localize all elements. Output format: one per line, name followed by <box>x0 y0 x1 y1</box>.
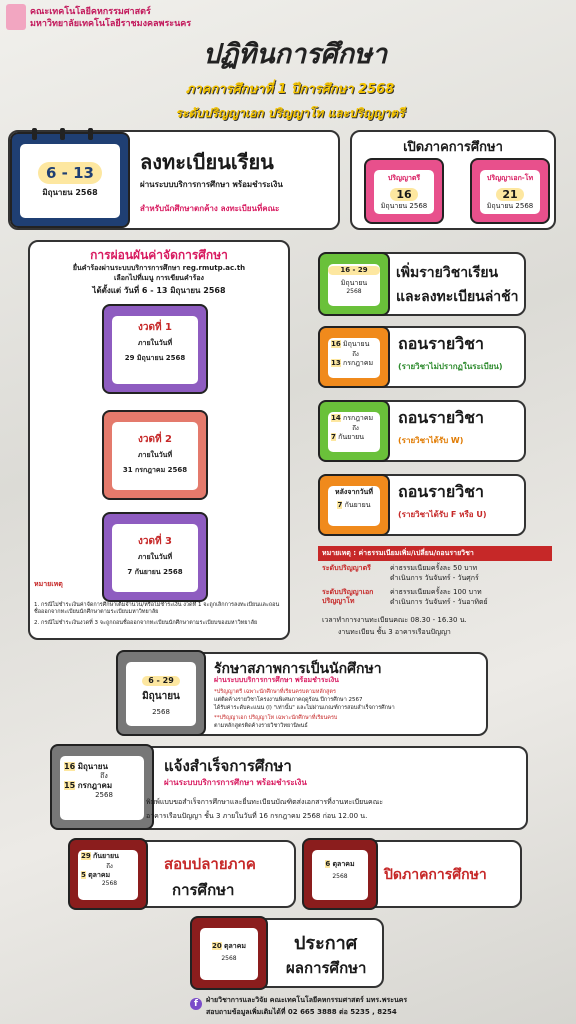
footer-dept: ฝ่ายวิชาการและวิจัย คณะเทคโนโลยีคหกรรมศาสตร์ มทร.พระนคร <box>206 996 408 1004</box>
maintain-year: 2568 <box>152 707 170 716</box>
installment-3-sub: ภายในวันที่ <box>137 552 173 561</box>
maintain-title: รักษาสภาพการเป็นนักศึกษา <box>214 661 382 677</box>
footer-contact: สอบถามข้อมูลเพิ่มเติมได้ที่ 02 665 3888 ต่อ 5235 , 8254 <box>206 1008 397 1016</box>
fee-note-title: หมายเหตุ : ค่าธรรมเนียมเพิ่ม/เปลี่ยน/ถอนรายวิชา <box>318 546 552 561</box>
graduate-calendar <box>50 744 154 830</box>
fee-section <box>318 562 552 646</box>
graduate-card <box>52 746 528 830</box>
graduate-month-end: กรกฎาคม <box>77 781 113 791</box>
installment-3-label: งวดที่ 3 <box>137 536 173 547</box>
graduate-body-2: อาคารเรือนปัญญา ชั้น 3 ภายในวันที่ 16 กรกฎาคม 2568 ก่อน 12.00 น. <box>146 812 368 820</box>
exam-month-end: ตุลาคม <box>88 871 111 880</box>
result-day: 20 <box>211 942 222 950</box>
exam-to: ถึง <box>106 863 113 871</box>
installment-line1: ยื่นคำร้องผ่านระบบบริการการศึกษา reg.rmutp.ac.th <box>72 264 246 272</box>
fee-office-place: งานทะเบียน ชั้น 3 อาคารเรือนปัญญา <box>338 628 451 636</box>
result-card <box>192 918 384 988</box>
result-year: 2568 <box>221 955 237 963</box>
drop-1-month-end: กรกฎาคม <box>342 359 374 368</box>
close-semester-card <box>304 840 522 908</box>
installment-note-title: หมายเหตุ <box>34 580 63 588</box>
drop-1-calendar <box>318 326 390 388</box>
installment-2-calendar <box>102 410 208 500</box>
maintain-calendar <box>116 650 206 736</box>
add-course-month: มิถุนายน <box>340 279 368 288</box>
drop-2-month-start: กรกฎาคม <box>342 414 374 422</box>
drop-1-card <box>318 326 526 388</box>
maintain-date: 6 - 29 <box>142 676 180 686</box>
drop-3-calendar <box>318 474 390 536</box>
exam-day-start: 29 <box>81 852 91 860</box>
drop-1-title: ถอนรายวิชา <box>398 334 485 353</box>
open-bachelor-day: 16 <box>390 188 417 201</box>
exam-calendar <box>68 838 148 910</box>
graduate-desc: ผ่านระบบบริการการศึกษา พร้อมชำระเงิน <box>164 778 307 787</box>
close-calendar <box>302 838 378 910</box>
exam-day-end: 5 <box>81 871 86 880</box>
result-title-2: ผลการศึกษา <box>286 959 367 977</box>
drop-1-sub: (รายวิชาไม่ปรากฏในระเบียน) <box>398 362 503 371</box>
register-desc: ผ่านระบบบริการการศึกษา พร้อมชำระเงิน <box>140 180 283 189</box>
maintain-status-card <box>120 652 488 736</box>
fee-bachelor-days: ดำเนินการ วันจันทร์ - วันศุกร์ <box>390 574 479 582</box>
installment-2-sub: ภายในวันที่ <box>137 450 173 459</box>
graduate-month-start: มิถุนายน <box>77 762 108 771</box>
open-bachelor-label: ปริญญาตรี <box>387 174 421 182</box>
result-title-1: ประกาศ <box>294 933 358 954</box>
installment-1-calendar <box>102 304 208 394</box>
page-title: ปฏิทินการศึกษา <box>203 39 387 70</box>
result-month: ตุลาคม <box>223 942 247 950</box>
register-title: ลงทะเบียนเรียน <box>140 150 274 174</box>
add-course-title2: และลงทะเบียนล่าช้า <box>396 289 519 305</box>
installment-title: การผ่อนผันค่าจัดการศึกษา <box>90 248 228 262</box>
add-course-year: 2568 <box>346 288 362 296</box>
open-title: เปิดภาคการศึกษา <box>403 140 503 155</box>
graduate-body-1: พิมพ์แบบขอสำเร็จการศึกษาและยื่นทะเบียนบัณฑิตส่งเอกสารที่งานทะเบียนคณะ <box>146 798 383 806</box>
fee-graduate-days: ดำเนินการ วันจันทร์ - วันอาทิตย์ <box>390 598 488 606</box>
exam-title-1: สอบปลายภาค <box>164 855 256 873</box>
drop-1-day-start: 16 <box>331 340 341 348</box>
add-course-title1: เพิ่มรายวิชาเรียน <box>396 265 499 281</box>
final-exam-card <box>70 840 296 908</box>
open-graduate-day: 21 <box>496 188 523 201</box>
installment-3-date: 7 กันยายน 2568 <box>127 567 183 576</box>
drop-2-sub: (รายวิชาได้รับ W) <box>398 436 464 445</box>
installment-1-date: 29 มิถุนายน 2568 <box>124 353 186 362</box>
exam-title-2: การศึกษา <box>172 881 235 899</box>
drop-3-card <box>318 474 526 536</box>
installment-line2: เลือกไปที่เมนู การเขียนคำร้อง <box>114 274 204 282</box>
installment-2-date: 31 กรกฎาคม 2568 <box>122 465 188 474</box>
result-calendar <box>190 916 268 990</box>
semester-subtitle: ภาคการศึกษาที่ 1 ปีการศึกษา 2568 <box>185 82 395 97</box>
register-note: สำหรับนักศึกษาตกค้าง ลงทะเบียนที่คณะ <box>140 204 280 213</box>
fee-bachelor-amount: ค่าธรรมเนียมครั้งละ 50 บาท <box>390 564 478 572</box>
drop-2-card <box>318 400 526 462</box>
installment-note2: 2. กรณีไม่ชำระเงินงวดที่ 3 จะถูกถอนชื่อออกจากทะเบียนนักศึกษาตามระเบียบของมหาวิทยาลัย <box>34 620 258 626</box>
exam-year: 2568 <box>101 880 118 888</box>
register-date: 6 - 13 <box>38 162 102 184</box>
maintain-bachelor-3: ได้รับค่าระดับคะแนน (I) "เท่านั้น" และไม่ผ่านเกณฑ์การสอบสำเร็จการศึกษา <box>214 705 395 711</box>
graduate-year: 2568 <box>95 791 113 800</box>
close-year: 2568 <box>332 873 348 881</box>
graduate-title: แจ้งสำเร็จการศึกษา <box>164 757 292 775</box>
add-course-calendar <box>318 252 390 316</box>
drop-3-month: กันยายน <box>344 501 371 510</box>
graduate-to: ถึง <box>100 772 108 780</box>
installment-3-calendar <box>102 512 208 602</box>
faculty-logo <box>6 4 26 30</box>
university-name: มหาวิทยาลัยเทคโนโลยีราชมงคลพระนคร <box>30 19 192 29</box>
close-day: 6 <box>325 860 331 868</box>
add-course-date: 16 - 29 <box>328 266 380 275</box>
maintain-graduate-2: ตามหลักสูตรติดค้างรายวิชาวิทยานิพนธ์ <box>214 723 308 729</box>
exam-month-start: กันยายน <box>92 852 119 860</box>
fee-bachelor-label: ระดับปริญญาตรี <box>322 564 371 572</box>
maintain-desc: ผ่านระบบบริการการศึกษา พร้อมชำระเงิน <box>214 676 339 684</box>
drop-1-to: ถึง <box>352 351 359 359</box>
drop-2-to: ถึง <box>352 425 359 433</box>
register-month: มิถุนายน 2568 <box>42 188 98 197</box>
open-semester-card <box>350 130 556 230</box>
facebook-icon: f <box>190 998 202 1010</box>
installment-card <box>28 240 290 640</box>
drop-3-sub: (รายวิชาได้รับ F หรือ U) <box>398 510 487 519</box>
add-course-card <box>318 252 526 316</box>
drop-1-day-end: 13 <box>331 359 341 368</box>
register-calendar <box>10 132 130 228</box>
graduate-day-start: 16 <box>64 762 76 771</box>
maintain-graduate: **ปริญญาเอก ปริญญาโท เฉพาะนักศึกษาที่เรียนครบ <box>214 715 338 721</box>
drop-3-day: 7 <box>337 501 343 510</box>
open-bachelor-month: มิถุนายน 2568 <box>380 202 428 211</box>
maintain-bachelor: *ปริญญาตรี เฉพาะนักศึกษาที่เรียนครบตามหลักสูตร <box>214 689 336 695</box>
installment-2-label: งวดที่ 2 <box>137 434 173 445</box>
open-graduate-calendar <box>470 158 550 224</box>
maintain-month: มิถุนายน <box>142 691 180 702</box>
installment-1-sub: ภายในวันที่ <box>137 338 173 347</box>
drop-2-calendar <box>318 400 390 462</box>
register-card <box>8 130 340 230</box>
open-graduate-label: ปริญญาเอก-โท <box>486 174 534 182</box>
drop-2-day-start: 14 <box>331 414 341 422</box>
levels-subtitle: ระดับปริญญาเอก ปริญญาโท และปริญญาตรี <box>175 106 405 120</box>
open-graduate-month: มิถุนายน 2568 <box>486 202 534 211</box>
installment-1-label: งวดที่ 1 <box>137 322 173 333</box>
fee-office-hours: เวลาทำการงานทะเบียนคณะ 08.30 - 16.30 น. <box>322 616 467 624</box>
fee-graduate-amount: ค่าธรรมเนียมครั้งละ 100 บาท <box>390 588 482 596</box>
close-title: ปิดภาคการศึกษา <box>384 867 487 883</box>
drop-3-after: หลังจากวันที่ <box>335 488 373 496</box>
drop-2-day-end: 7 <box>331 433 336 442</box>
drop-3-title: ถอนรายวิชา <box>398 482 485 501</box>
open-bachelor-calendar <box>364 158 444 224</box>
drop-1-month-start: มิถุนายน <box>342 340 370 348</box>
maintain-bachelor-2: แต่ติดค้างรายวิชาโครงงานพิเศษภาคฤดูร้อน ปีการศึกษา 2567 <box>214 697 363 703</box>
installment-line3: ได้ตั้งแต่ วันที่ 6 - 13 มิถุนายน 2568 <box>92 286 226 295</box>
installment-note1: 1. กรณีไม่ชำระเงินค่าจัดการศึกษาเต็มจำนวน/หรือไม่ชำระเงิน งวดที่ 1 จะถูกเลิกการลงทะเบียนและถอนชื่อออกจากทะเบียนนักศึกษาตามระเบียบมหาวิทยาลัย <box>34 602 280 616</box>
drop-2-title: ถอนรายวิชา <box>398 408 485 427</box>
drop-2-month-end: กันยายน <box>338 433 365 442</box>
fee-graduate-label: ระดับปริญญาเอก ปริญญาโท <box>322 588 374 606</box>
close-month: ตุลาคม <box>332 860 355 868</box>
faculty-name: คณะเทคโนโลยีคหกรรมศาสตร์ <box>30 7 151 17</box>
graduate-day-end: 15 <box>64 781 76 791</box>
